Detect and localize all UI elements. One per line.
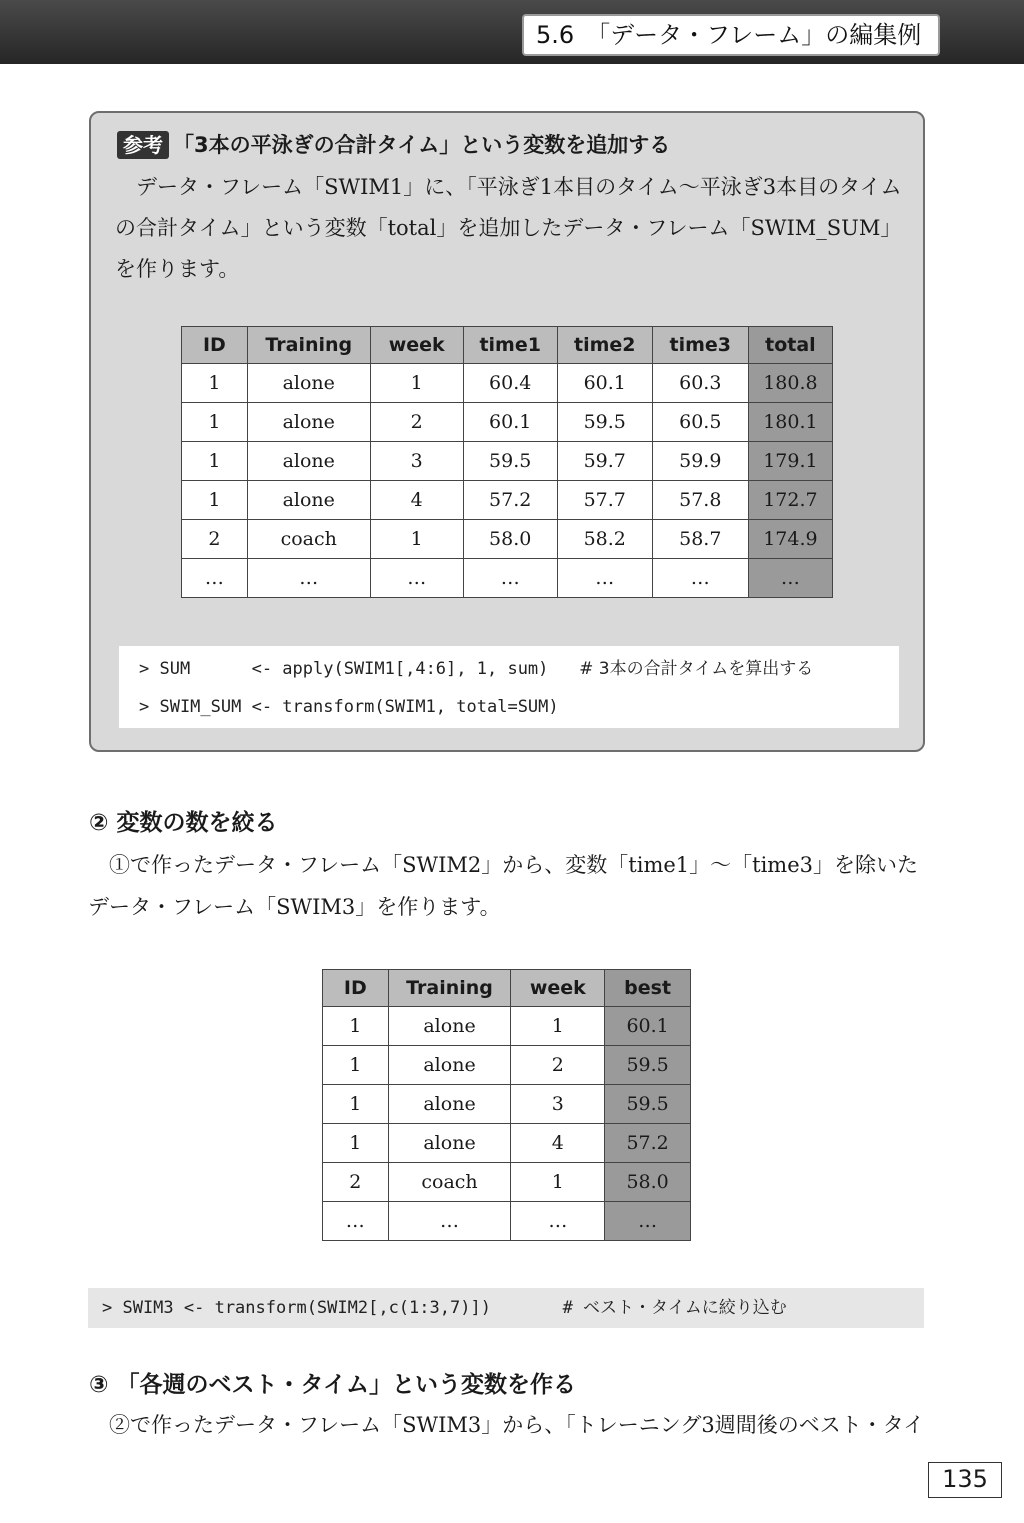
column-header: week bbox=[370, 327, 463, 364]
column-header: time2 bbox=[557, 327, 652, 364]
code-line bbox=[139, 688, 899, 726]
table-cell: alone bbox=[247, 364, 370, 403]
page-title: 5.6 「データ・フレーム」の編集例 bbox=[522, 14, 940, 56]
table-cell: 57.7 bbox=[557, 481, 652, 520]
table-cell: 3 bbox=[370, 442, 463, 481]
reference-heading bbox=[117, 129, 670, 161]
code-block: > SWIM3 <- transform(SWIM2[,c(1:3,7)]) # ベスト・タイムに絞り込む bbox=[88, 1288, 924, 1328]
table-cell-highlight: 58.0 bbox=[605, 1163, 691, 1202]
table-cell: 58.7 bbox=[652, 520, 748, 559]
table-cell: 3 bbox=[511, 1085, 605, 1124]
table-cell: coach bbox=[247, 520, 370, 559]
table-cell: alone bbox=[388, 1007, 511, 1046]
table-cell-highlight: 59.5 bbox=[605, 1085, 691, 1124]
section-heading: ③ 「各週のベスト・タイム」という変数を作る bbox=[89, 1372, 577, 1398]
table-cell-highlight: 180.1 bbox=[748, 403, 832, 442]
table-header-row bbox=[323, 970, 691, 1007]
table-cell: alone bbox=[388, 1046, 511, 1085]
table-cell: 60.4 bbox=[463, 364, 557, 403]
table-cell: 1 bbox=[182, 481, 248, 520]
column-header: Training bbox=[388, 970, 511, 1007]
table-row bbox=[182, 520, 833, 559]
table-row bbox=[182, 364, 833, 403]
table-cell: 2 bbox=[370, 403, 463, 442]
swim3-table bbox=[322, 969, 691, 1241]
table-cell-highlight: 172.7 bbox=[748, 481, 832, 520]
table-cell: 1 bbox=[182, 364, 248, 403]
table-row bbox=[182, 442, 833, 481]
table-cell: 57.8 bbox=[652, 481, 748, 520]
table-cell: 57.2 bbox=[463, 481, 557, 520]
table-cell: 2 bbox=[511, 1046, 605, 1085]
table-cell: 4 bbox=[370, 481, 463, 520]
reference-code-block bbox=[119, 646, 899, 728]
table-row bbox=[182, 481, 833, 520]
table-cell: 1 bbox=[370, 364, 463, 403]
table-row bbox=[182, 403, 833, 442]
reference-badge: 参考 bbox=[117, 131, 169, 159]
table-cell: 58.0 bbox=[463, 520, 557, 559]
table-cell: 59.9 bbox=[652, 442, 748, 481]
section-body: ①で作ったデータ・フレーム「SWIM2」から、変数「time1」～「time3」を除いたデータ・フレーム「SWIM3」を作ります。 bbox=[88, 853, 919, 919]
table-cell: 1 bbox=[511, 1007, 605, 1046]
code-line bbox=[139, 650, 899, 688]
table-row bbox=[323, 1163, 691, 1202]
column-header: Training bbox=[247, 327, 370, 364]
column-header: time1 bbox=[463, 327, 557, 364]
table-cell: coach bbox=[388, 1163, 511, 1202]
table-header-row bbox=[182, 327, 833, 364]
table-cell: 1 bbox=[323, 1124, 389, 1163]
table-cell: 2 bbox=[323, 1163, 389, 1202]
table-cell: … bbox=[323, 1202, 389, 1241]
table-cell-highlight: … bbox=[748, 559, 832, 598]
column-header-highlight: best bbox=[605, 970, 691, 1007]
table-cell: 60.1 bbox=[463, 403, 557, 442]
table-cell: 59.5 bbox=[463, 442, 557, 481]
reference-heading-text: 「3本の平泳ぎの合計タイム」という変数を追加する bbox=[173, 133, 671, 157]
swim-sum-table bbox=[181, 326, 833, 598]
table-cell-highlight: 59.5 bbox=[605, 1046, 691, 1085]
table-cell: 58.2 bbox=[557, 520, 652, 559]
table-cell: … bbox=[370, 559, 463, 598]
table-cell: 60.5 bbox=[652, 403, 748, 442]
table-cell: 1 bbox=[182, 442, 248, 481]
table-cell: 59.5 bbox=[557, 403, 652, 442]
table-cell-highlight: 174.9 bbox=[748, 520, 832, 559]
table-cell: 2 bbox=[182, 520, 248, 559]
table-cell: … bbox=[182, 559, 248, 598]
table-row bbox=[323, 1007, 691, 1046]
code-comment: # 3本の合計タイムを算出する bbox=[579, 659, 814, 679]
table-cell: alone bbox=[388, 1124, 511, 1163]
column-header: time3 bbox=[652, 327, 748, 364]
code-text: > SUM <- apply(SWIM1[,4:6], 1, sum) bbox=[139, 659, 580, 679]
table-cell: 1 bbox=[323, 1046, 389, 1085]
table-cell: 1 bbox=[323, 1007, 389, 1046]
page-number: 135 bbox=[928, 1462, 1002, 1498]
table-row bbox=[323, 1202, 691, 1241]
table-cell: … bbox=[463, 559, 557, 598]
table-cell: 1 bbox=[323, 1085, 389, 1124]
table-cell: … bbox=[652, 559, 748, 598]
table-cell: 1 bbox=[370, 520, 463, 559]
table-cell: 1 bbox=[182, 403, 248, 442]
table-cell: … bbox=[247, 559, 370, 598]
table-cell: … bbox=[557, 559, 652, 598]
table-cell-highlight: … bbox=[605, 1202, 691, 1241]
table-cell: alone bbox=[388, 1085, 511, 1124]
table-cell: … bbox=[388, 1202, 511, 1241]
table-cell: 59.7 bbox=[557, 442, 652, 481]
table-row bbox=[323, 1124, 691, 1163]
code-text: > SWIM_SUM <- transform(SWIM1, total=SUM) bbox=[139, 697, 559, 717]
table-cell-highlight: 60.1 bbox=[605, 1007, 691, 1046]
table-row bbox=[323, 1085, 691, 1124]
table-cell-highlight: 57.2 bbox=[605, 1124, 691, 1163]
section-body: ②で作ったデータ・フレーム「SWIM3」から、「トレーニング3週間後のベスト・タイ bbox=[109, 1413, 925, 1437]
table-cell: 1 bbox=[511, 1163, 605, 1202]
table-cell: 60.1 bbox=[557, 364, 652, 403]
column-header: ID bbox=[323, 970, 389, 1007]
column-header: ID bbox=[182, 327, 248, 364]
column-header-highlight: total bbox=[748, 327, 832, 364]
table-row bbox=[323, 1046, 691, 1085]
table-row bbox=[182, 559, 833, 598]
table-cell: alone bbox=[247, 481, 370, 520]
column-header: week bbox=[511, 970, 605, 1007]
table-cell: … bbox=[511, 1202, 605, 1241]
table-cell: 60.3 bbox=[652, 364, 748, 403]
table-cell: alone bbox=[247, 442, 370, 481]
table-cell-highlight: 179.1 bbox=[748, 442, 832, 481]
section-heading: ② 変数の数を絞る bbox=[89, 810, 278, 836]
table-cell-highlight: 180.8 bbox=[748, 364, 832, 403]
table-cell: 4 bbox=[511, 1124, 605, 1163]
table-cell: alone bbox=[247, 403, 370, 442]
reference-body: データ・フレーム「SWIM1」に、「平泳ぎ1本目のタイム～平泳ぎ3本目のタイムの合計タイム」という変数「total」を追加したデータ・フレーム「SWIM_SUM」を作ります。 bbox=[115, 175, 902, 281]
